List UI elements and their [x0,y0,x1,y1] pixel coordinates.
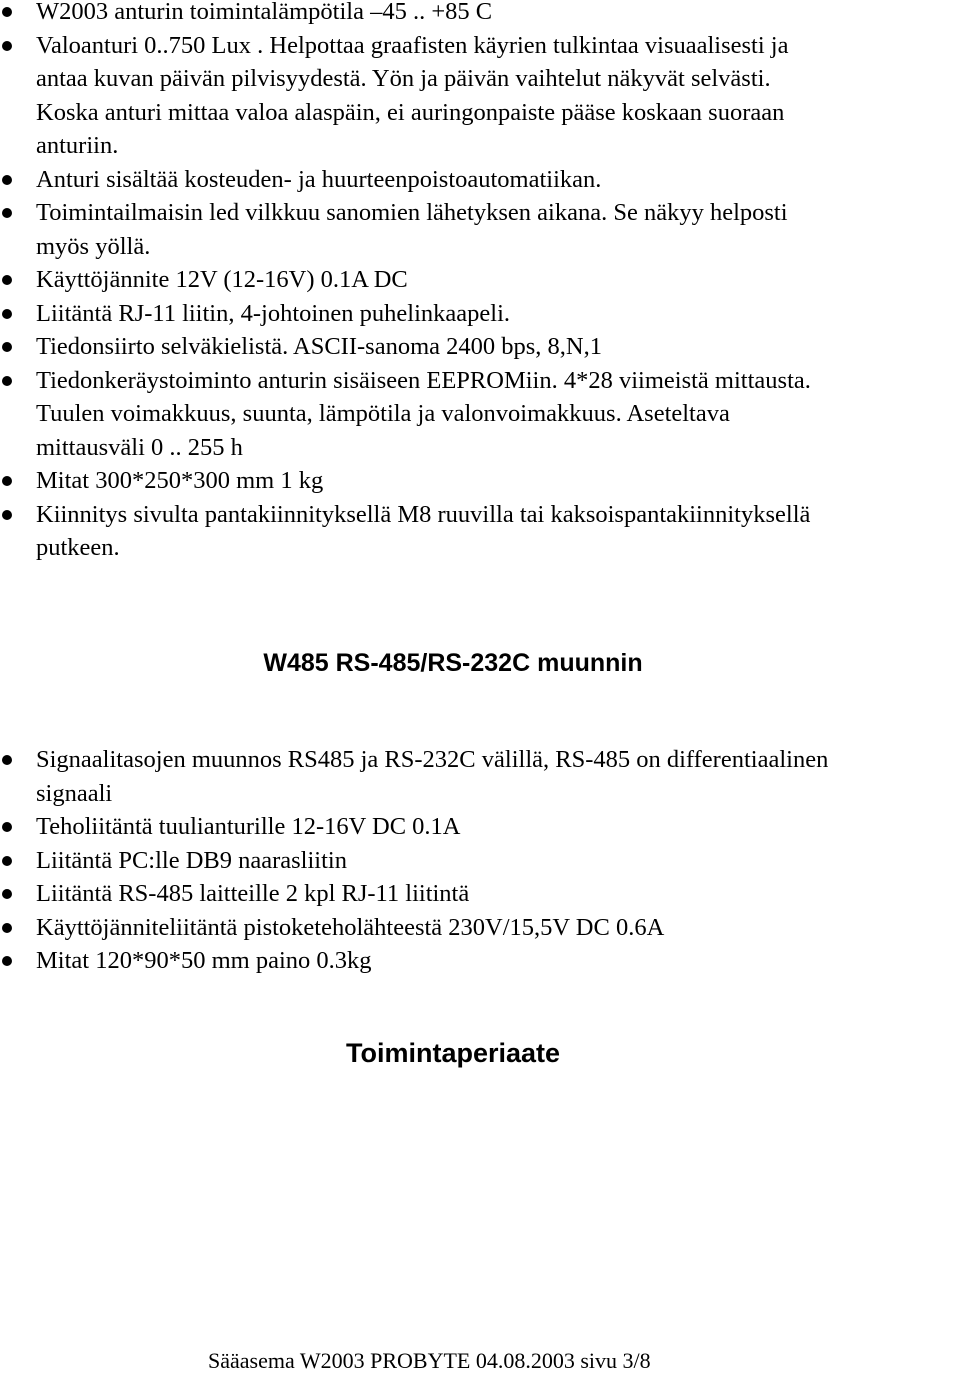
list-item-text: Käyttöjännite 12V (12-16V) 0.1A DC [36,266,408,293]
list-item [0,29,960,163]
list-item-text: Koska anturi mittaa valoa alaspäin, ei auringonpaiste pääse koskaan suoraan [36,98,785,126]
list-item [0,0,960,29]
list-item-text: Liitäntä PC:lle DB9 naarasliitin [36,846,347,874]
bullet-icon [2,510,12,520]
list-item [0,944,960,978]
list-item-text: Tuulen voimakkuus, suunta, lämpötila ja valonvoimakkuus. Aseteltava [36,400,730,427]
list-item-text: signaali [36,779,113,807]
list-item [0,810,960,844]
list-item-text: W2003 anturin toimintalämpötila –45 .. +85 C [36,0,493,25]
bullet-icon [2,956,12,966]
bullet-icon [2,822,12,832]
list-item [0,877,960,911]
section-heading: Toimintaperiaate [345,1038,561,1068]
bullet-icon [2,755,12,765]
list-item [0,911,960,945]
list-item [0,364,960,465]
list-item-text: Signaalitasojen muunnos RS485 ja RS-232C välillä, RS-485 on differentiaalinen [36,746,829,773]
bullet-icon [2,923,12,933]
bullet-icon [2,476,12,486]
bullet-icon [2,376,12,386]
list-item [0,844,960,878]
list-item-text: mittausväli 0 .. 255 h [36,433,243,461]
list-item-text: Mitat 120*90*50 mm paino 0.3kg [36,947,372,974]
list-item [0,163,960,197]
bullet-icon [2,889,12,899]
bullet-icon [2,41,12,51]
bullet-icon [2,342,12,352]
page-footer: Sääasema W2003 PROBYTE 04.08.2003 sivu 3/8 [208,1348,651,1373]
list-item-text: anturiin. [36,132,119,159]
bullet-icon [2,856,12,866]
list-item-text: antaa kuvan päivän pilvisyydestä. Yön ja päivän vaihtelut näkyvät selvästi. [36,65,771,92]
list-item-text: myös yöllä. [36,232,151,260]
list-item-text: Teholiitäntä tuulianturille 12-16V DC 0.1A [36,813,461,840]
list-item-text: Käyttöjänniteliitäntä pistoketeholähteestä 230V/15,5V DC 0.6A [36,913,665,941]
bullet-icon [2,208,12,218]
list-item [0,196,960,263]
list-item-text: Toimintailmaisin led vilkkuu sanomien lähetyksen aikana. Se näkyy helposti [36,199,788,226]
list-item [0,498,960,565]
list-item-text: Liitäntä RJ-11 liitin, 4-johtoinen puhelinkaapeli. [36,299,511,327]
list-item [0,330,960,364]
list-item [0,263,960,297]
list-item-text: Kiinnitys sivulta pantakiinnityksellä M8 ruuvilla tai kaksoispantakiinnityksellä [36,500,811,528]
list-item-text: Mitat 300*250*300 mm 1 kg [36,467,324,494]
section-heading: W485 RS-485/RS-232C muunnin [263,649,643,677]
list-item-text: Tiedonsiirto selväkielistä. ASCII-sanoma 2400 bps, 8,N,1 [36,333,602,360]
bullet-icon [2,7,12,17]
list-item-text: putkeen. [36,534,120,561]
spec-list [0,0,960,565]
list-item [0,743,960,810]
list-item-text: Liitäntä RS-485 laitteille 2 kpl RJ-11 liitintä [36,880,470,907]
list-item-text: Tiedonkeräystoiminto anturin sisäiseen EEPROMiin. 4*28 viimeistä mittausta. [36,366,811,394]
bullet-icon [2,175,12,185]
bullet-icon [2,275,12,285]
list-item-text: Valoanturi 0..750 Lux . Helpottaa graafisten käyrien tulkintaa visuaalisesti ja [36,31,789,59]
converter-spec-list [0,743,960,978]
list-item [0,297,960,331]
bullet-icon [2,309,12,319]
list-item-text: Anturi sisältää kosteuden- ja huurteenpoistoautomatiikan. [36,165,602,193]
list-item [0,464,960,498]
